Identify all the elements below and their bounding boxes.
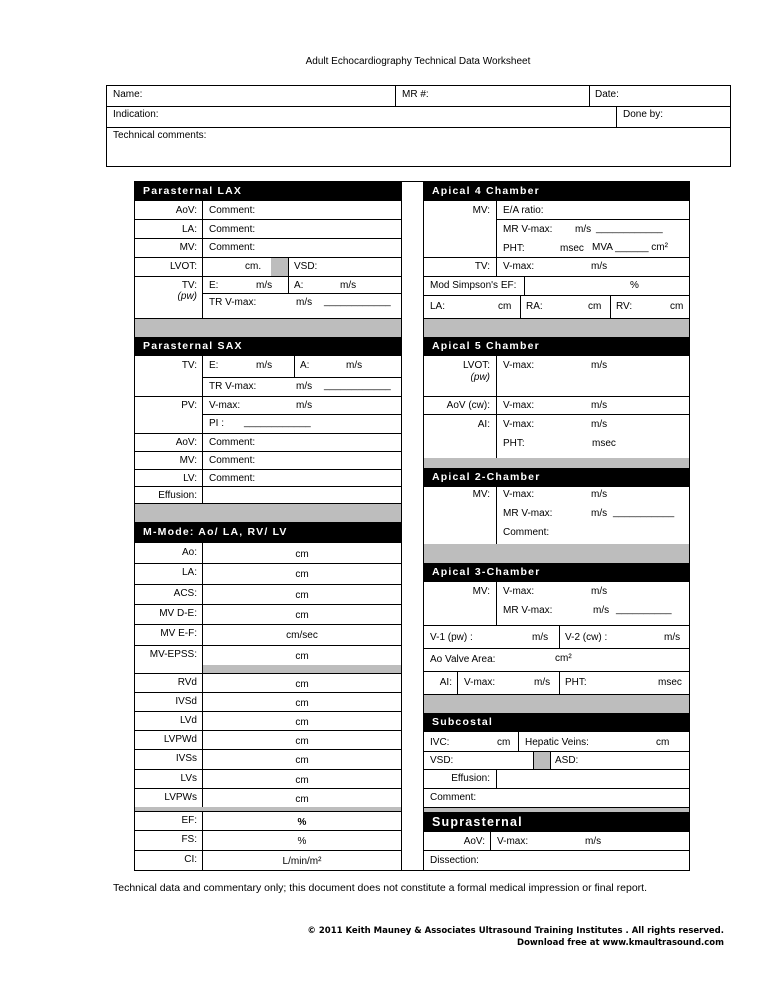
mmode-unit[interactable]: cm <box>295 755 309 767</box>
mmode-unit[interactable]: cm <box>295 650 309 662</box>
mmode-label: LVPWd <box>163 734 197 746</box>
mmode-unit[interactable]: cm/sec <box>286 630 318 642</box>
mmode-unit[interactable]: L/min/m² <box>282 855 322 867</box>
section-header-a2c: Apical 2-Chamber <box>424 468 689 487</box>
a4c-pht-unit: msec <box>560 243 584 254</box>
plax-tv-pw: (pw) <box>177 291 197 302</box>
section-header-a5c: Apical 5 Chamber <box>424 337 689 356</box>
a5c-ai-vmax[interactable]: V-max: <box>503 419 535 430</box>
plax-tv-e-unit: m/s <box>256 280 273 291</box>
a4c-simpson-pct: % <box>630 280 639 291</box>
a3c-mv-unit: m/s <box>591 586 608 597</box>
a3c-mr-unit: m/s <box>593 605 610 616</box>
mmode-unit[interactable]: cm <box>295 698 309 710</box>
section-header-a3c: Apical 3-Chamber <box>424 563 689 582</box>
a2c-mr-unit: m/s <box>591 508 608 519</box>
sub-hepatic[interactable]: Hepatic Veins: <box>525 737 589 748</box>
date-field[interactable]: Date: <box>595 89 619 100</box>
psax-pi-label[interactable]: PI : <box>209 418 225 429</box>
plax-vsd-label[interactable]: VSD: <box>294 261 318 272</box>
mmode-unit[interactable]: cm <box>295 717 309 729</box>
mmode-unit[interactable]: cm <box>295 549 309 560</box>
a3c-v2-unit: m/s <box>664 632 681 643</box>
indication-field[interactable]: Indication: <box>113 109 159 120</box>
psax-pi-blank[interactable]: ____________ <box>244 417 311 428</box>
supra-aov-vmax[interactable]: V-max: <box>497 836 529 847</box>
mmode-unit[interactable]: cm <box>295 774 309 786</box>
tech-comments-field[interactable]: Technical comments: <box>113 130 207 141</box>
center-spacer <box>401 181 424 871</box>
plax-tv-a-unit: m/s <box>340 280 357 291</box>
a3c-mv-label: MV: <box>472 586 490 597</box>
supra-aov-label: AoV: <box>463 836 485 847</box>
a2c-mv-vmax[interactable]: V-max: <box>503 489 535 500</box>
psax-aov-comment[interactable]: Comment: <box>209 437 256 448</box>
a3c-mr-vmax[interactable]: MR V-max: <box>503 605 553 616</box>
a4c-ra-label[interactable]: RA: <box>526 301 543 312</box>
gray-band <box>424 458 689 468</box>
copyright-text: © 2011 Keith Mauney & Associates Ultrasound Training Institutes . All rights reserved. <box>307 926 724 936</box>
a3c-pht-unit: msec <box>658 677 682 688</box>
mmode-unit[interactable]: cm <box>295 609 309 621</box>
a3c-ai-label: AI: <box>439 677 452 688</box>
mmode-label: IVSd <box>175 696 197 708</box>
section-header-psax: Parasternal SAX <box>135 337 401 356</box>
mmode-label: MV-EPSS: <box>149 648 197 660</box>
psax-mv-comment[interactable]: Comment: <box>209 455 256 466</box>
sub-hepatic-unit: cm <box>656 737 670 748</box>
mmode-label: Ao: <box>181 547 197 558</box>
a4c-mr-vmax[interactable]: MR V-max: <box>503 224 553 235</box>
plax-tv-a[interactable]: A: <box>294 280 304 291</box>
section-header-subcostal: Subcostal <box>424 713 689 732</box>
a3c-ai-unit: m/s <box>534 677 551 688</box>
a3c-mv-vmax[interactable]: V-max: <box>503 586 535 597</box>
psax-lv-comment[interactable]: Comment: <box>209 473 256 484</box>
a5c-lvot-label: LVOT: <box>462 360 490 371</box>
psax-tv-e-unit: m/s <box>256 360 273 371</box>
a4c-mva[interactable]: MVA ______ cm² <box>592 242 668 253</box>
a5c-pht-unit: msec <box>592 438 616 449</box>
mmode-label: LVd <box>179 715 197 727</box>
a5c-ai-label: AI: <box>477 419 490 430</box>
psax-tv-a[interactable]: A: <box>300 360 310 371</box>
plax-la-label: LA: <box>181 224 197 235</box>
a5c-aov-label: AoV (cw): <box>446 400 490 411</box>
a2c-mr-blank[interactable]: ___________ <box>613 507 675 518</box>
a4c-simpson-ef[interactable]: Mod Simpson's EF: <box>430 280 517 291</box>
a3c-ao-valve-unit: cm² <box>555 653 572 664</box>
a4c-ea-ratio[interactable]: E/A ratio: <box>503 205 544 216</box>
mmode-label: CI: <box>184 853 197 865</box>
a5c-pht[interactable]: PHT: <box>503 438 525 449</box>
psax-tr-unit: m/s <box>296 381 313 392</box>
section-header-suprasternal: Suprasternal <box>424 812 689 832</box>
a5c-aov-vmax[interactable]: V-max: <box>503 400 535 411</box>
a5c-aov-unit: m/s <box>591 400 608 411</box>
a5c-lvot-unit: m/s <box>591 360 608 371</box>
gray-band <box>135 319 401 337</box>
mmode-unit[interactable]: cm <box>295 679 309 690</box>
gray-band <box>424 695 689 713</box>
sub-ivc-unit: cm <box>497 737 511 748</box>
name-field[interactable]: Name: <box>113 89 143 100</box>
psax-aov-label: AoV: <box>175 437 197 448</box>
mr-field[interactable]: MR #: <box>402 89 429 100</box>
patient-info-box <box>106 85 731 167</box>
mmode-label: LVs <box>180 772 197 784</box>
supra-aov-unit: m/s <box>585 836 602 847</box>
a4c-ra-unit: cm <box>588 301 602 312</box>
sub-vsd[interactable]: VSD: <box>430 755 454 766</box>
disclaimer-text: Technical data and commentary only; this document does not constitute a formal medical impression or final report. <box>113 882 648 894</box>
mmode-label: FS: <box>181 834 197 846</box>
a5c-ai-unit: m/s <box>591 419 608 430</box>
sub-ivc[interactable]: IVC: <box>430 737 450 748</box>
plax-la-comment[interactable]: Comment: <box>209 224 256 235</box>
mmode-label: MV D-E: <box>159 607 197 619</box>
plax-tr-vmax[interactable]: TR V-max: <box>209 297 257 308</box>
mmode-unit[interactable]: % <box>297 836 307 848</box>
plax-tv-e[interactable]: E: <box>209 280 219 291</box>
mmode-unit[interactable]: cm <box>295 736 309 748</box>
section-header-plax: Parasternal LAX <box>135 182 401 201</box>
a3c-v2[interactable]: V-2 (cw) : <box>565 632 608 643</box>
a3c-v1[interactable]: V-1 (pw) : <box>430 632 473 643</box>
page-title: Adult Echocardiography Technical Data Worksheet <box>305 56 531 67</box>
plax-lvot-unit: cm. <box>245 261 262 272</box>
a4c-pht[interactable]: PHT: <box>503 243 525 254</box>
mmode-unit[interactable]: cm <box>295 569 309 581</box>
plax-mv-comment[interactable]: Comment: <box>209 242 256 253</box>
a2c-comment[interactable]: Comment: <box>503 527 550 538</box>
psax-pv-vmax[interactable]: V-max: <box>209 400 241 411</box>
a4c-la-label[interactable]: LA: <box>430 301 446 312</box>
a3c-v1-unit: m/s <box>532 632 549 643</box>
a4c-tv-label: TV: <box>474 261 490 272</box>
mmode-label: EF: <box>181 815 197 826</box>
a5c-lvot-vmax[interactable]: V-max: <box>503 360 535 371</box>
sub-asd[interactable]: ASD: <box>555 755 579 766</box>
done-by-field[interactable]: Done by: <box>623 109 664 120</box>
a4c-tv-unit: m/s <box>591 261 608 272</box>
gray-cell <box>271 258 288 276</box>
psax-tr-blank[interactable]: ____________ <box>324 380 391 391</box>
psax-tr-vmax[interactable]: TR V-max: <box>209 381 257 392</box>
sub-comment[interactable]: Comment: <box>430 792 477 803</box>
mmode-label: LVPWs <box>164 791 197 803</box>
a3c-pht[interactable]: PHT: <box>565 677 587 688</box>
psax-effusion-label: Effusion: <box>158 490 197 501</box>
mmode-label: IVSs <box>175 753 197 765</box>
a4c-la-unit: cm <box>498 301 512 312</box>
section-header-a4c: Apical 4 Chamber <box>424 182 689 201</box>
mmode-unit[interactable]: cm <box>295 793 309 805</box>
sub-effusion-label: Effusion: <box>451 773 490 784</box>
section-header-mmode: M-Mode: Ao/ LA, RV/ LV <box>135 522 401 543</box>
supra-dissection[interactable]: Dissection: <box>430 855 479 866</box>
plax-aov-label: AoV: <box>175 205 197 216</box>
psax-tv-label: TV: <box>181 360 197 371</box>
a2c-mr-vmax[interactable]: MR V-max: <box>503 508 553 519</box>
plax-tv-label: TV: <box>181 280 197 291</box>
a3c-mr-blank[interactable]: __________ <box>616 604 672 615</box>
plax-aov-comment[interactable]: Comment: <box>209 205 256 216</box>
a3c-ao-valve-area[interactable]: Ao Valve Area: <box>430 654 496 665</box>
psax-lv-label: LV: <box>183 473 197 484</box>
gray-band <box>424 544 689 563</box>
mmode-unit[interactable]: cm <box>295 589 309 601</box>
mmode-label: ACS: <box>173 587 197 599</box>
a4c-mv-label: MV: <box>472 205 490 216</box>
plax-lvot-label: LVOT: <box>169 261 197 272</box>
gray-band <box>203 665 401 673</box>
gray-band <box>135 504 401 522</box>
a3c-ai-vmax[interactable]: V-max: <box>464 677 496 688</box>
gray-cell <box>533 752 551 769</box>
a4c-mr-blank[interactable]: ____________ <box>596 223 663 234</box>
mmode-unit[interactable]: % <box>297 817 307 828</box>
download-text[interactable]: Download free at www.kmaultrasound.com <box>517 938 724 948</box>
a4c-rv-unit: cm <box>670 301 684 312</box>
plax-tr-blank[interactable]: ____________ <box>324 296 391 307</box>
gray-band <box>424 319 689 337</box>
a4c-tv-vmax[interactable]: V-max: <box>503 261 535 272</box>
psax-tv-a-unit: m/s <box>346 360 363 371</box>
plax-mv-label: MV: <box>179 242 197 253</box>
mmode-label: LA: <box>181 567 197 579</box>
a2c-mv-label: MV: <box>472 489 490 500</box>
psax-pv-unit: m/s <box>296 400 313 411</box>
psax-mv-label: MV: <box>179 455 197 466</box>
psax-tv-e[interactable]: E: <box>209 360 219 371</box>
plax-tr-unit: m/s <box>296 297 313 308</box>
mmode-label: MV E-F: <box>160 628 197 640</box>
a5c-lvot-pw: (pw) <box>470 372 490 383</box>
a4c-rv-label[interactable]: RV: <box>616 301 633 312</box>
a4c-mr-unit: m/s <box>575 224 592 235</box>
mmode-label: RVd <box>177 677 197 688</box>
a2c-mv-unit: m/s <box>591 489 608 500</box>
psax-pv-label: PV: <box>181 400 197 411</box>
